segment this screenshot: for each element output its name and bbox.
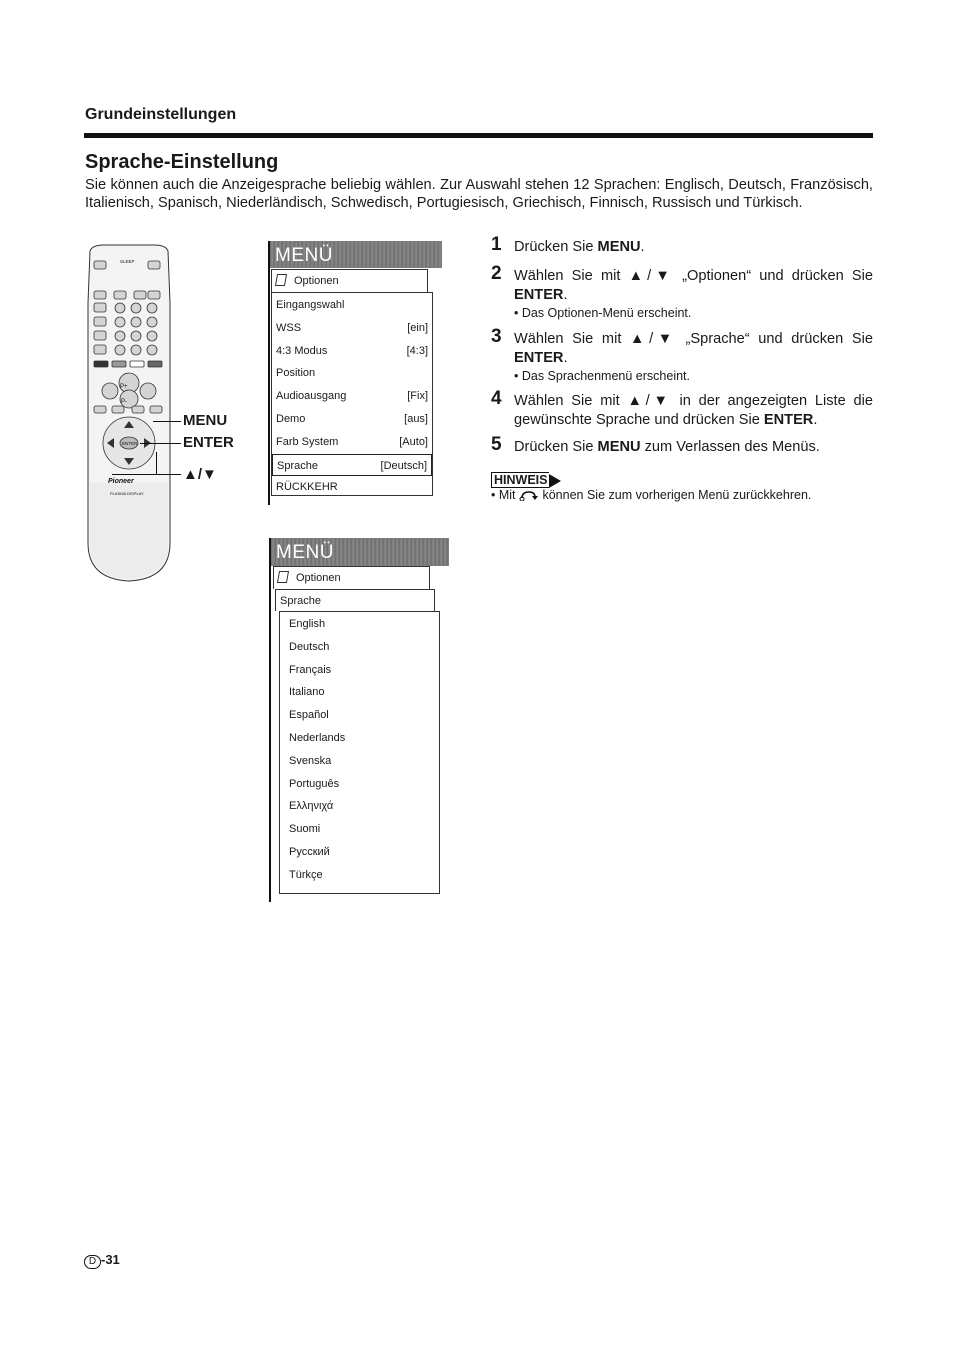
menu1-item-label: 4:3 Modus: [276, 344, 328, 357]
menu1-item[interactable]: [272, 408, 432, 431]
menu1-item-value: [Auto]: [399, 435, 428, 448]
step-3: [491, 326, 873, 385]
menu1-item-value: [aus]: [404, 412, 428, 425]
sleep-key-label: SLEEP: [120, 259, 135, 264]
menu2-tab-label: Optionen: [296, 572, 341, 584]
menu1-item[interactable]: [272, 294, 432, 317]
options-tab-icon: [275, 274, 287, 286]
hint-label: HINWEIS: [491, 473, 561, 488]
step-note: • Das Sprachenmenü erscheint.: [514, 369, 690, 383]
remote-control-illustration: [84, 243, 174, 583]
remote-model-label: PLASMA DISPLAY: [110, 491, 144, 496]
p-minus-key: P-: [121, 399, 127, 405]
page-number: D -31: [84, 1252, 120, 1269]
menu1-item-value: [4:3]: [406, 344, 428, 357]
language-option[interactable]: Suomi: [289, 823, 321, 836]
menu2-options-tab[interactable]: [273, 566, 430, 589]
menu1-item[interactable]: [272, 454, 432, 477]
menu1-panel: [271, 292, 433, 496]
menu1-options-tab[interactable]: [271, 269, 428, 292]
step-5: [491, 434, 873, 457]
menu1-item-value: [ein]: [407, 321, 428, 334]
menu1-item[interactable]: [272, 317, 432, 340]
heading-rule: [84, 133, 873, 138]
language-option[interactable]: Español: [289, 709, 329, 722]
step-text: Drücken Sie MENU zum Verlassen des Menüs.: [514, 439, 820, 455]
language-option[interactable]: Svenska: [289, 754, 332, 767]
step-text: Wählen Sie mit ▲/▼ „Sprache“ und drücken Sie ENTER.: [514, 331, 873, 366]
intro-paragraph: Sie können auch die Anzeigesprache beliebig wählen. Zur Auswahl stehen 12 Sprachen: Englisch, Deutsch, Französisch, Italienisch, Spanisch, Niederländisch, Schwedisch, Portugiesisch, Griechisch, Finnisch, Russisch und Türkisch.: [85, 177, 873, 211]
arrows-callout-bracket: [156, 452, 157, 474]
language-option[interactable]: Ελληνιχά: [289, 800, 334, 813]
page-title: Sprache-Einstellung: [85, 151, 279, 173]
step-text: Drücken Sie MENU.: [514, 239, 645, 255]
menu1-item-label: Position: [276, 367, 316, 380]
p-plus-key: P+: [120, 384, 128, 390]
arrows-callout-line: [112, 474, 181, 475]
menu2-title-bar: MENÜ: [271, 538, 449, 566]
menu1-item[interactable]: [272, 476, 432, 499]
language-option[interactable]: Nederlands: [289, 731, 346, 744]
menu1-item[interactable]: [272, 385, 432, 408]
menu1-item-value: [Deutsch]: [380, 459, 427, 472]
options-tab-icon: [277, 571, 289, 583]
language-option[interactable]: Deutsch: [289, 640, 330, 653]
menu1-left-bar: [268, 241, 270, 505]
menu1-title-bar: MENÜ: [270, 241, 442, 268]
step-number: 1: [491, 234, 502, 255]
menu2-left-bar: [269, 538, 271, 902]
enter-key-label: ENTER: [122, 441, 138, 446]
menu1-item[interactable]: [272, 431, 432, 454]
menu1-item-label: WSS: [276, 321, 302, 334]
menu1-item[interactable]: [272, 362, 432, 385]
step-number: 5: [491, 434, 502, 455]
menu1-item-label: Farb System: [276, 435, 339, 448]
menu2-language-tab[interactable]: Sprache: [275, 589, 435, 611]
remote-brand-logo: Pioneer: [108, 478, 134, 485]
step-text: Wählen Sie mit ▲/▼ „Optionen“ und drücken Sie ENTER.: [514, 268, 873, 303]
step-number: 4: [491, 388, 502, 409]
menu-callout-line: [153, 421, 181, 422]
enter-callout-line: [140, 443, 181, 444]
language-option[interactable]: Italiano: [289, 686, 325, 699]
language-option[interactable]: Français: [289, 663, 332, 676]
menu1-item-label: RÜCKKEHR: [276, 481, 338, 494]
section-heading: Grundeinstellungen: [85, 106, 237, 123]
menu1-item-label: Audioausgang: [276, 390, 347, 403]
menu1-item-label: Sprache: [277, 459, 318, 472]
menu2-language-list: [279, 611, 440, 894]
language-option[interactable]: English: [289, 618, 326, 630]
step-2: [491, 263, 873, 322]
step-1: [491, 234, 873, 257]
region-circle-icon: D: [84, 1255, 101, 1269]
step-4: [491, 388, 873, 430]
step-number: 3: [491, 326, 502, 347]
menu-callout: MENU: [183, 412, 228, 429]
step-note: • Das Optionen-Menü erscheint.: [514, 306, 692, 320]
menu1-item-label: Demo: [276, 412, 306, 425]
menu1-item[interactable]: [272, 340, 432, 363]
menu1-item-value: [Fix]: [407, 390, 428, 403]
language-option[interactable]: Русский: [289, 845, 330, 858]
menu1-tab-label: Optionen: [294, 275, 339, 287]
enter-callout: ENTER: [183, 434, 234, 451]
menu1-item-label: Eingangswahl: [276, 299, 345, 311]
step-number: 2: [491, 263, 502, 284]
return-icon: [519, 489, 539, 501]
language-option[interactable]: Português: [289, 777, 340, 790]
language-option[interactable]: Türkçe: [289, 868, 323, 881]
arrows-callout: ▲/▼: [183, 466, 217, 483]
hint-arrow-icon: [549, 474, 561, 488]
hint-text: • Mit können Sie zum vorherigen Menü zurückkehren.: [491, 488, 812, 502]
step-text: Wählen Sie mit ▲/▼ in der angezeigten Liste die gewünschte Sprache und drücken Sie ENTER.: [514, 393, 873, 428]
